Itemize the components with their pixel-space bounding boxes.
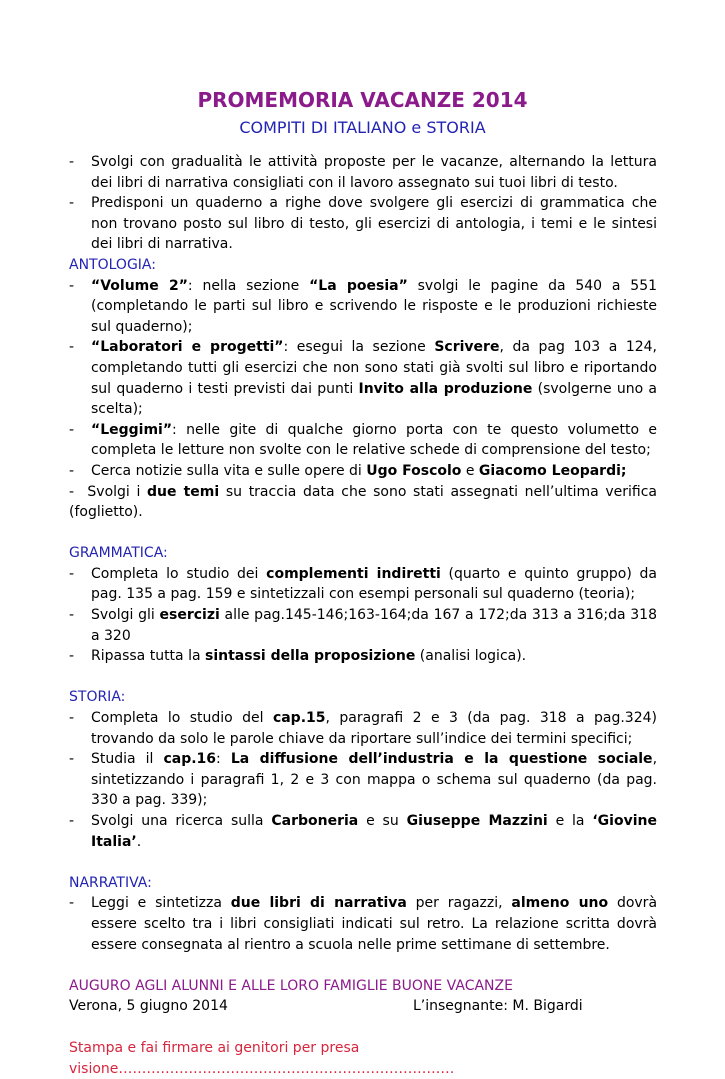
grammatica-item-sintassi: - Ripassa tutta la sintassi della proposizione (analisi logica). bbox=[69, 648, 527, 665]
antologia-item-laboratori: - “Laboratori e progetti”: esegui la sezione Scrivere, da pag 103 a 124, completando tutti gli esercizi che non sono stati già svolti sul libro e riportando sul quaderno i testi previsti dai punti Invito alla produzione (svolgerne uno a scelta); bbox=[69, 339, 658, 418]
closing-greeting: AUGURO AGLI ALUNNI E ALLE LORO FAMIGLIE BUONE VACANZE bbox=[69, 977, 513, 994]
place-date: Verona, 5 giugno 2014 bbox=[69, 998, 228, 1015]
antologia-item-temi: - Svolgi i due temi su traccia data che sono stati assegnati nell’ultima verifica (foglietto). bbox=[69, 483, 658, 521]
teacher-name: L’insegnante: M. Bigardi bbox=[413, 998, 583, 1015]
storia-item-ricerca: - Svolgi una ricerca sulla Carboneria e su Giuseppe Mazzini e la ‘Giovine Italia’. bbox=[69, 813, 657, 850]
signature-row bbox=[69, 996, 657, 1017]
storia-item-cap15: - Completa lo studio del cap.15, paragrafi 2 e 3 (da pag. 318 a pag.324) trovando da solo le parole chiave da riportare sull’indice dei termini specifici; bbox=[69, 710, 657, 747]
grammatica-item-esercizi: - Svolgi gli esercizi alle pag.145-146;163-164;da 167 a 172;da 313 a 316;da 318 a 320 bbox=[69, 607, 657, 644]
grammatica-item-complementi: - Completa lo studio dei complementi indiretti (quarto e quinto gruppo) da pag. 135 a pag. 159 e sintetizzali con esempi personali sul quaderno (teoria); bbox=[69, 565, 657, 603]
antologia-item-volume2: - “Volume 2”: nella sezione “La poesia” svolgi le pagine da 540 a 551 (completando le parti sul libro e scrivendo le risposte e le produzioni richieste sul quaderno); bbox=[69, 277, 658, 335]
signature-note: Stampa e fai firmare ai genitori per presa visione……………………………………………………………… bbox=[69, 1039, 455, 1077]
document-body bbox=[69, 152, 657, 1079]
storia-item-cap16: - Studia il cap.16: La diffusione dell’industria e la questione sociale, sintetizzando i paragrafi 1, 2 e 3 con mappa o schema sul quaderno (da pag. 330 a pag. 339); bbox=[69, 751, 658, 809]
section-heading-grammatica: GRAMMATICA: bbox=[69, 545, 168, 562]
antologia-item-leggimi: - “Leggimi”: nelle gite di qualche giorno porta con te questo volumetto e completa le letture non svolte con le relative schede di comprensione del testo; bbox=[69, 421, 657, 459]
antologia-item-foscolo-leopardi: - Cerca notizie sulla vita e sulle opere di Ugo Foscolo e Giacomo Leopardi; bbox=[69, 462, 627, 479]
page-subtitle: COMPITI DI ITALIANO e STORIA bbox=[239, 118, 486, 137]
narrativa-item-libri: - Leggi e sintetizza due libri di narrativa per ragazzi, almeno uno dovrà essere scelto tra i libri consigliati indicati sul retro. La relazione scritta dovrà essere consegnata al rientro a scuola nelle prime settimane di settembre. bbox=[69, 895, 658, 953]
section-heading-storia: STORIA: bbox=[69, 689, 126, 706]
page-title: PROMEMORIA VACANZE 2014 bbox=[197, 88, 528, 112]
intro-item-gradualita: - Svolgi con gradualità le attività proposte per le vacanze, alternando la lettura dei libri di narrativa consigliati con il lavoro assegnato sui tuoi libri di testo. bbox=[69, 154, 657, 191]
section-heading-narrativa: NARRATIVA: bbox=[69, 874, 152, 891]
intro-item-quaderno: - Predisponi un quaderno a righe dove svolgere gli esercizi di grammatica che non trovano posto sul libro di testo, gli esercizi di antologia, i temi e le sintesi dei libri di narrativa. bbox=[69, 195, 657, 253]
section-heading-antologia: ANTOLOGIA: bbox=[69, 256, 156, 273]
